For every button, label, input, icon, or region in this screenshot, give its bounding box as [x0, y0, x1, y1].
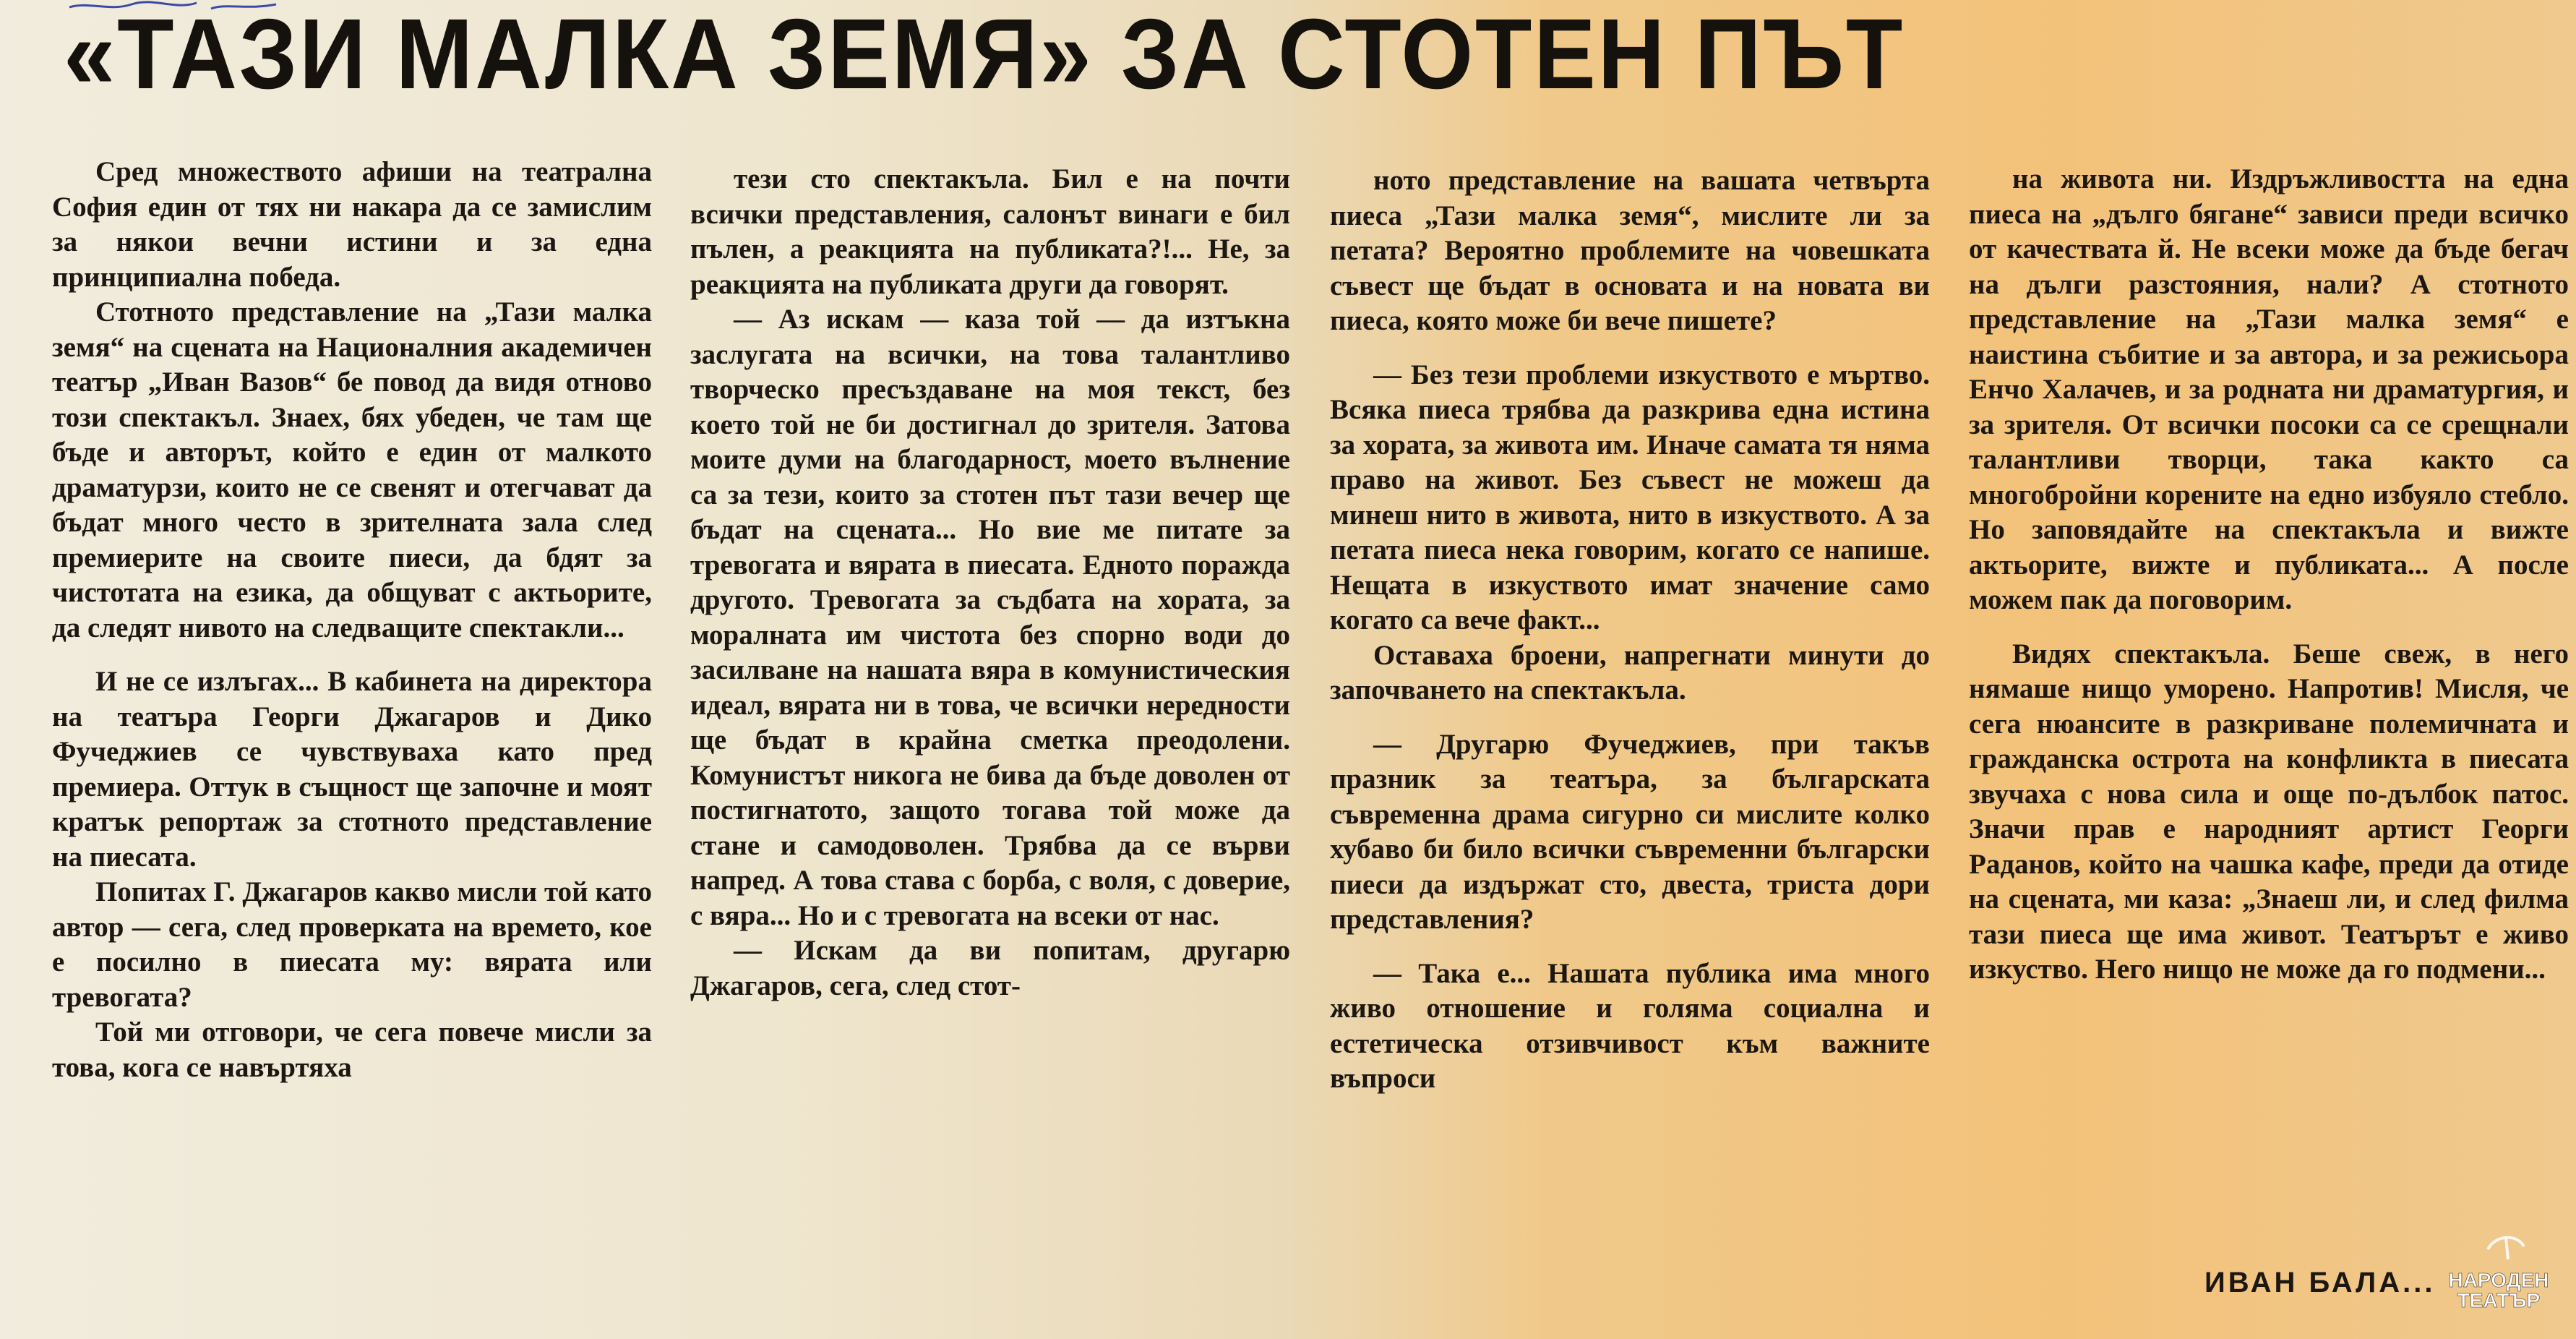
article-column-2 — [690, 162, 1290, 1304]
paragraph: — Искам да ви попитам, другарю Джагаров, сега, след стот- — [690, 935, 1290, 1001]
paragraph: ното представление на вашата четвърта пиеса „Тази малка земя“, мислите ли за петата? Вероятно проблемите на човешката съвест ще бъдат в основата и на новата ви пиеса, която може би вече пишете? — [1330, 165, 1930, 336]
paragraph: — Аз искам — каза той — да изтъкна заслугата на всички, на това талантливо творческо пресъздаване на моя текст, без което той не би достигнал до зрителя. Затова моите думи на благодарност, моето вълнение са за тези, които за стотен път тази вечер ще бъдат на сцената... Но вие ме питате за тревогата и вярата в пиесата. Едното поражда другото. Тревогата за съдбата на хората, за моралната им чистота без спорно води до засилване на нашата вяра в комунистическия идеал, вярата ни в това, че всички нередности ще бъдат в крайна сметка преодолени. Комунистът никога не бива да бъде доволен от постигнатото, защото тогава той може да стане и самодоволен. Трябва да се върви напред. А това става с борба, с воля, с доверие, с вяра... Но и с тревогата на всеки от нас. — [690, 304, 1290, 931]
author-signature: ИВАН БАЛА... — [2204, 1267, 2436, 1299]
paragraph: И не се излъгах... В кабинета на директора на театъра Георги Джагаров и Дико Фучеджиев се чувствуваха като пред премиера. Оттук в същност ще започне и моят кратък репортаж за стотното представление на пиесата. — [52, 666, 652, 873]
paragraph: Стотното представление на „Тази малка земя“ на сцената на Националния академичен театър „Иван Вазов“ бе повод да видя отново този спектакъл. Знаех, бях убеден, че там ще бъде и авторът, който е един от малкото драматурзи, които не се свенят и отегчават да бъдат много често в зрителната зала след премиерите на своите пиеси, да бдят за чистотата на езика, да общуват с актьорите, да следят нивото на следващите спектакли... — [52, 296, 652, 643]
paragraph: Сред множеството афиши на театрална София един от тях ни накара да се замислим за някои вечни истини и за една принципиална победа. — [52, 156, 652, 293]
article-column-4 — [1969, 162, 2569, 1304]
paragraph: — Така е... Нашата публика има много живо отношение и голяма социална и естетическа отзивчивост към важните въпроси — [1330, 957, 1930, 1094]
paragraph: тези сто спектакъла. Бил е на почти всички представления, салонът винаги е бил пълен, а реакцията на публиката?!... Не, за реакцията на публиката други да говорят. — [690, 163, 1290, 300]
national-theatre-watermark-logo — [2437, 1228, 2560, 1314]
paragraph: Видях спектакъла. Беше свеж, в него нямаше нищо уморено. Напротив! Мисля, че сега нюансите в разкриване полемичната и гражданска острота на конфликта в пиесата звучаха с нова сила и още по-дълбок патос. Значи прав е народният артист Георги Раданов, който на чашка кафе, преди да отиде на сцената, ми каза: „Знаеш ли, и след филма тази пиеса ще има живот. Театърът е живо изкуство. Него нищо не може да го подмени... — [1969, 638, 2569, 985]
article-column-3 — [1330, 163, 1930, 1306]
paragraph: Той ми отговори, че сега повече мисли за това, кога се навъртяха — [52, 1017, 652, 1083]
paragraph: — Другарю Фучеджиев, при такъв празник за театъра, за българската съвременна драма сигурно си мислите колко хубаво би било всички съвременни български пиеси да издържат сто, двеста, триста дори представления? — [1330, 728, 1930, 935]
article-column-1 — [52, 155, 652, 1297]
paragraph: Попитах Г. Джагаров какво мисли той като автор — сега, след проверката на времето, кое е посилно в пиесата му: вярата или тревогата? — [52, 876, 652, 1013]
article-headline: «ТАЗИ МАЛКА ЗЕМЯ» ЗА СТОТЕН ПЪТ — [64, 0, 1905, 110]
paragraph: — Без тези проблеми изкуството е мъртво. Всяка пиеса трябва да разкрива една истина за хората, за живота им. Иначе самата тя няма право на живот. Без съвест не можеш да минеш нито в живота, нито в изкуството. А за петата пиеса нека говорим, когато се напише. Нещата в изкуството имат значение само когато са вече факт... — [1330, 359, 1930, 636]
paragraph: на живота ни. Издръжливостта на една пиеса на „дълго бягане“ зависи преди всичко от качествата й. Не всеки може да бъде бегач на дълги разстояния, нали? А стотното представление на „Тази малка земя“ е наистина събитие и за автора, и за режисьора Енчо Халачев, и за родната ни драматургия, и за зрителя. От всички посоки са се срещнали талантливи творци, така както са многобройни корените на едно избуяло стебло. Но заповядайте на спектакъла и вижте актьорите, вижте и публиката... А после можем пак да поговорим. — [1969, 163, 2569, 615]
watermark-line-2: ТЕАТЪР — [2457, 1289, 2541, 1312]
watermark-line-1: НАРОДЕН — [2448, 1269, 2549, 1291]
paragraph: Оставаха броени, напрегнати минути до започването на спектакъла. — [1330, 639, 1930, 706]
